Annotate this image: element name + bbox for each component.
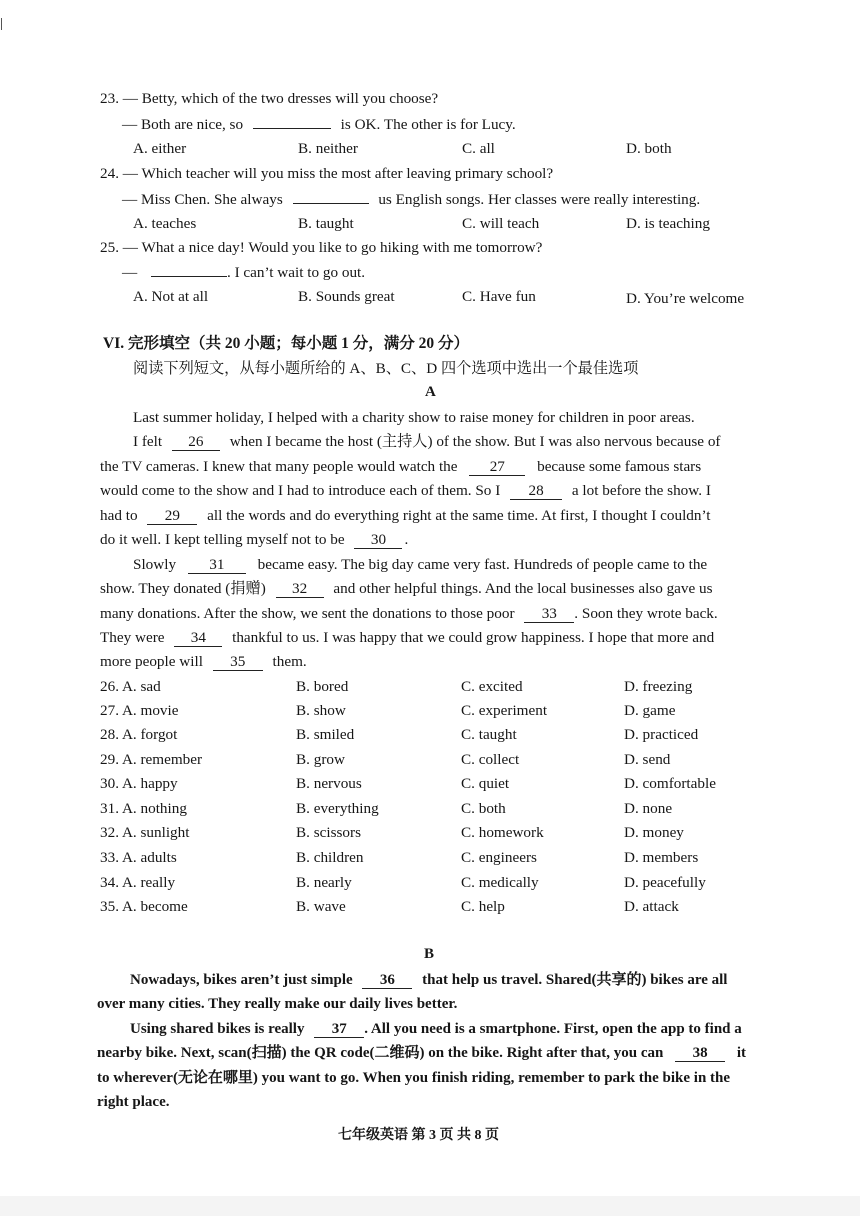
- blank-31[interactable]: 31: [188, 557, 246, 574]
- blank-27[interactable]: 27: [469, 459, 525, 476]
- scan-edge: [0, 1196, 860, 1216]
- option-28-b[interactable]: B. smiled: [296, 726, 355, 743]
- text-segment: Slowly: [133, 556, 177, 573]
- option-30-b[interactable]: B. nervous: [296, 775, 362, 792]
- blank-28[interactable]: 28: [510, 483, 562, 500]
- passage-a-line-7: [133, 555, 707, 575]
- margin-mark: [1, 18, 2, 30]
- option-28-d[interactable]: D. practiced: [624, 726, 699, 743]
- text-segment: the TV cameras. I knew that many people would watch the: [100, 458, 458, 475]
- q23-stem: 23. — Betty, which of the two dresses will you choose?: [100, 90, 439, 107]
- option-26-a[interactable]: 26. A. sad: [100, 678, 161, 695]
- blank-38[interactable]: 38: [675, 1045, 725, 1062]
- q25-option-b[interactable]: B. Sounds great: [298, 288, 395, 305]
- passage-b-line-4: [97, 1043, 746, 1063]
- text-segment: more people will: [100, 653, 203, 670]
- option-26-d[interactable]: D. freezing: [624, 678, 693, 695]
- passage-a-line-9: [100, 604, 718, 624]
- option-35-a[interactable]: 35. A. become: [100, 898, 188, 915]
- text-segment: I felt: [133, 433, 163, 450]
- section-instruction: 阅读下列短文，从每小题所给的 A、B、C、D 四个选项中选出一个最佳选项: [133, 360, 639, 377]
- text-segment: thankful to us. I was happy that we could grow happiness. I hope that more and: [232, 629, 715, 646]
- text-segment: .: [404, 531, 409, 548]
- q25-reply-before: —: [122, 264, 138, 281]
- passage-b-line-3: [130, 1019, 742, 1039]
- passage-a-line-3: [100, 457, 701, 477]
- option-31-b[interactable]: B. everything: [296, 800, 379, 817]
- option-32-a[interactable]: 32. A. sunlight: [100, 824, 190, 841]
- passage-b-line-5: to wherever(无论在哪里) you want to go. When you finish riding, remember to park the bike in the: [97, 1070, 731, 1086]
- q25-option-c[interactable]: C. Have fun: [462, 288, 536, 305]
- option-33-d[interactable]: D. members: [624, 849, 699, 866]
- option-31-c[interactable]: C. both: [461, 800, 506, 817]
- option-27-c[interactable]: C. experiment: [461, 702, 548, 719]
- q23-option-c[interactable]: C. all: [462, 140, 495, 157]
- passage-a-line-1: Last summer holiday, I helped with a charity show to raise money for children in poor areas.: [133, 409, 695, 426]
- passage-a-line-4: [100, 481, 711, 501]
- text-segment: became easy. The big day came very fast. Hundreds of people came to the: [257, 556, 708, 573]
- option-27-b[interactable]: B. show: [296, 702, 346, 719]
- text-segment: nearby bike. Next, scan(扫描) the QR code(二维码) on the bike. Right after that, you can: [97, 1045, 664, 1061]
- option-29-c[interactable]: C. collect: [461, 751, 520, 768]
- q23-option-b[interactable]: B. neither: [298, 140, 358, 157]
- answer-blank[interactable]: [253, 114, 331, 129]
- passage-b-line-6: right place.: [97, 1094, 170, 1110]
- blank-37[interactable]: 37: [314, 1021, 364, 1038]
- text-segment: them.: [272, 653, 307, 670]
- option-29-b[interactable]: B. grow: [296, 751, 345, 768]
- blank-36[interactable]: 36: [362, 972, 412, 989]
- text-segment: because some famous stars: [537, 458, 702, 475]
- option-30-d[interactable]: D. comfortable: [624, 775, 716, 792]
- passage-a-line-11: [100, 652, 307, 672]
- blank-32[interactable]: 32: [276, 581, 324, 598]
- text-segment: all the words and do everything right at the same time. At first, I thought I couldn’t: [207, 507, 711, 524]
- text-segment: a lot before the show. I: [571, 482, 711, 499]
- q25-option-a[interactable]: A. Not at all: [133, 288, 209, 305]
- option-35-c[interactable]: C. help: [461, 898, 505, 915]
- text-segment: Using shared bikes is really: [130, 1021, 305, 1037]
- text-segment: many donations. After the show, we sent the donations to those poor: [100, 605, 515, 622]
- q24-stem: 24. — Which teacher will you miss the most after leaving primary school?: [100, 165, 554, 182]
- q24-option-c[interactable]: C. will teach: [462, 215, 540, 232]
- text-segment: . All you need is a smartphone. First, open the app to find a: [364, 1021, 742, 1037]
- option-27-a[interactable]: 27. A. movie: [100, 702, 179, 719]
- option-29-a[interactable]: 29. A. remember: [100, 751, 203, 768]
- blank-34[interactable]: 34: [174, 630, 222, 647]
- text-segment: They were: [100, 629, 165, 646]
- passage-a-line-6: [100, 530, 408, 550]
- text-segment: and other helpful things. And the local businesses also gave us: [333, 580, 713, 597]
- option-32-b[interactable]: B. scissors: [296, 824, 361, 841]
- option-33-c[interactable]: C. engineers: [461, 849, 537, 866]
- option-26-b[interactable]: B. bored: [296, 678, 349, 695]
- q24-option-a[interactable]: A. teaches: [133, 215, 197, 232]
- blank-26[interactable]: 26: [172, 434, 220, 451]
- blank-33[interactable]: 33: [524, 606, 574, 623]
- passage-b-line-1: [130, 970, 727, 990]
- q24-option-b[interactable]: B. taught: [298, 215, 354, 232]
- passage-a-line-5: [100, 506, 710, 526]
- text-segment: it: [736, 1045, 747, 1061]
- option-35-b[interactable]: B. wave: [296, 898, 346, 915]
- blank-35[interactable]: 35: [213, 654, 263, 671]
- answer-blank[interactable]: [293, 189, 369, 204]
- answer-blank[interactable]: [151, 262, 227, 277]
- text-segment: Nowadays, bikes aren’t just simple: [130, 972, 353, 988]
- text-segment: that help us travel. Shared(共享的) bikes are all: [422, 972, 728, 988]
- q23-reply-before: — Both are nice, so: [122, 116, 244, 133]
- q24-reply-after: us English songs. Her classes were really interesting.: [378, 191, 701, 208]
- blank-29[interactable]: 29: [147, 508, 197, 525]
- option-32-d[interactable]: D. money: [624, 824, 684, 841]
- q24-option-d[interactable]: D. is teaching: [626, 215, 710, 232]
- passage-b-label: B: [424, 946, 435, 962]
- passage-a-line-8: [100, 579, 713, 599]
- q23-reply-after: is OK. The other is for Lucy.: [340, 116, 516, 133]
- q24-reply-before: — Miss Chen. She always: [122, 191, 283, 208]
- option-32-c[interactable]: C. homework: [461, 824, 544, 841]
- text-segment: . Soon they wrote back.: [574, 605, 718, 622]
- option-28-a[interactable]: 28. A. forgot: [100, 726, 178, 743]
- option-28-c[interactable]: C. taught: [461, 726, 517, 743]
- passage-b-line-2: over many cities. They really make our daily lives better.: [97, 996, 458, 1012]
- option-34-b[interactable]: B. nearly: [296, 874, 352, 891]
- q25-stem: 25. — What a nice day! Would you like to go hiking with me tomorrow?: [100, 239, 543, 256]
- option-31-a[interactable]: 31. A. nothing: [100, 800, 187, 817]
- text-segment: show. They donated (捐赠): [100, 580, 266, 597]
- option-31-d[interactable]: D. none: [624, 800, 673, 817]
- text-segment: when I became the host (主持人) of the show. But I was also nervous because of: [229, 433, 721, 450]
- section-title: VI. 完形填空（共 20 小题；每小题 1 分，满分 20 分）: [103, 335, 469, 352]
- option-33-a[interactable]: 33. A. adults: [100, 849, 177, 866]
- passage-a-label: A: [425, 384, 436, 400]
- text-segment: would come to the show and I had to introduce each of them. So I: [100, 482, 501, 499]
- option-26-c[interactable]: C. excited: [461, 678, 523, 695]
- text-segment: do it well. I kept telling myself not to be: [100, 531, 345, 548]
- passage-a-line-10: [100, 628, 714, 648]
- option-34-d[interactable]: D. peacefully: [624, 874, 706, 891]
- option-27-d[interactable]: D. game: [624, 702, 676, 719]
- q23-reply: [122, 114, 516, 135]
- q24-reply: [122, 189, 700, 210]
- page-footer: 七年级英语 第 3 页 共 8 页: [338, 1128, 499, 1143]
- option-34-c[interactable]: C. medically: [461, 874, 539, 891]
- q25-option-d[interactable]: D. You’re welcome: [626, 290, 745, 307]
- blank-30[interactable]: 30: [354, 532, 402, 549]
- passage-a-line-2: [133, 432, 720, 452]
- q23-option-d[interactable]: D. both: [626, 140, 672, 157]
- text-segment: had to: [100, 507, 138, 524]
- option-33-b[interactable]: B. children: [296, 849, 364, 866]
- option-29-d[interactable]: D. send: [624, 751, 671, 768]
- option-30-c[interactable]: C. quiet: [461, 775, 510, 792]
- q25-reply: [122, 262, 365, 283]
- q25-reply-after: . I can’t wait to go out.: [226, 264, 366, 281]
- option-35-d[interactable]: D. attack: [624, 898, 679, 915]
- option-34-a[interactable]: 34. A. really: [100, 874, 176, 891]
- option-30-a[interactable]: 30. A. happy: [100, 775, 178, 792]
- q23-option-a[interactable]: A. either: [133, 140, 187, 157]
